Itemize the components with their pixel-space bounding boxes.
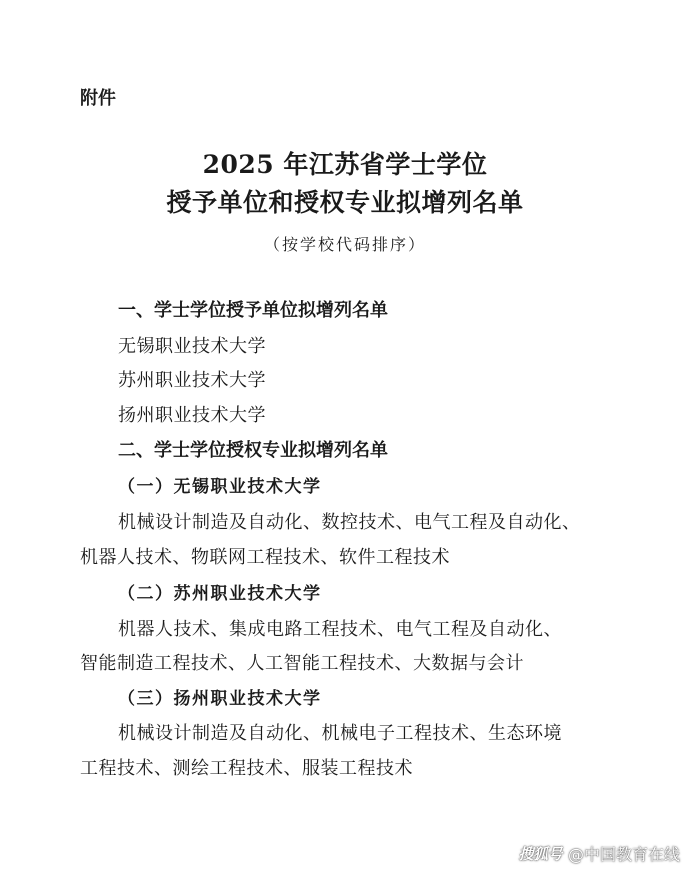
- document-subtitle: （按学校代码排序）: [263, 235, 426, 254]
- watermark: [518, 842, 680, 865]
- group-text-line: 机器人技术、物联网工程技术、软件工程技术: [80, 547, 450, 568]
- group-title: （一）无锡职业技术大学: [118, 477, 322, 497]
- section1-item: 扬州职业技术大学: [118, 405, 266, 426]
- section2-heading: 二、学士学位授权专业拟增列名单: [118, 440, 388, 461]
- group-text-line: 工程技术、测绘工程技术、服装工程技术: [80, 758, 413, 779]
- watermark-account: @中国教育在线: [567, 845, 680, 864]
- watermark-logo: 搜狐号: [518, 845, 562, 863]
- attachment-label: 附件: [80, 88, 116, 109]
- group-title: （二）苏州职业技术大学: [118, 584, 322, 604]
- group-text-line: 机械设计制造及自动化、数控技术、电气工程及自动化、: [118, 512, 581, 533]
- section1-item: 苏州职业技术大学: [118, 370, 266, 391]
- document-title-line1: 2025 年江苏省学士学位: [202, 150, 488, 179]
- group-title: （三）扬州职业技术大学: [118, 689, 322, 709]
- group-text-line: 机器人技术、集成电路工程技术、电气工程及自动化、: [118, 619, 562, 640]
- group-text-line: 智能制造工程技术、人工智能工程技术、大数据与会计: [80, 653, 524, 674]
- group-text-line: 机械设计制造及自动化、机械电子工程技术、生态环境: [118, 723, 562, 744]
- section1-heading: 一、学士学位授予单位拟增列名单: [118, 300, 388, 321]
- section1-item: 无锡职业技术大学: [118, 336, 266, 357]
- document-title-line2: 授予单位和授权专业拟增列名单: [166, 188, 524, 217]
